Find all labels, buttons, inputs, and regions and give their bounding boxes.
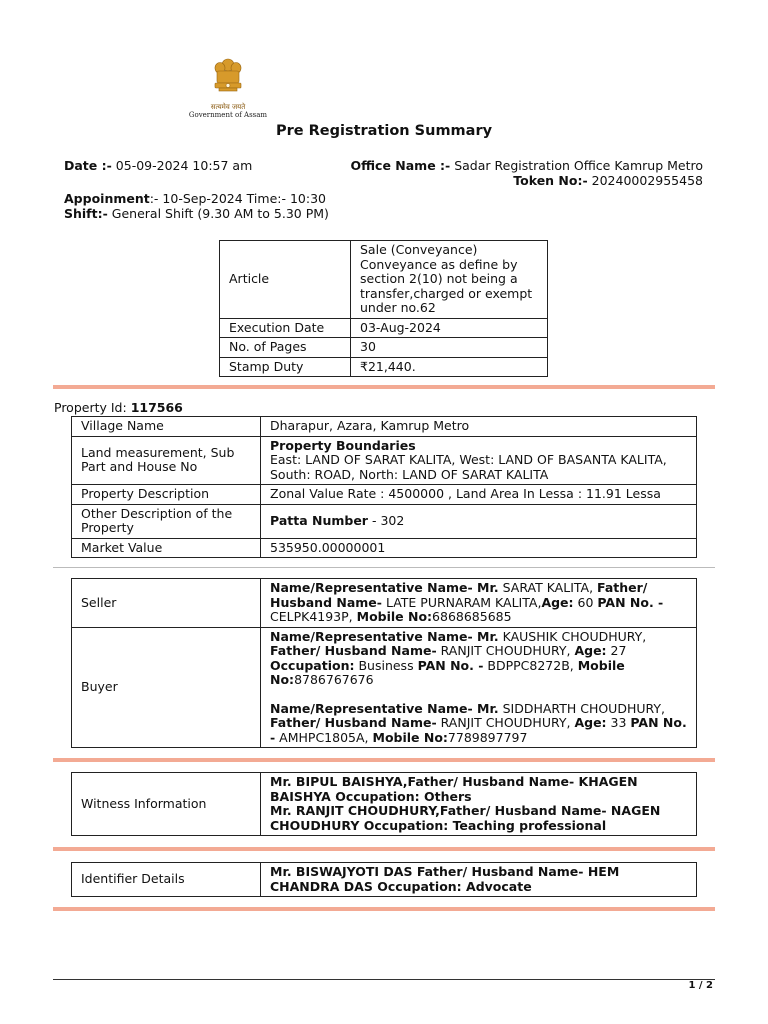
appointment-value: :- 10-Sep-2024 Time:- 10:30: [149, 191, 326, 206]
buyer-occupation-label: Occupation:: [270, 657, 355, 673]
table-row: [72, 538, 697, 558]
token-label: Token No:-: [513, 173, 588, 188]
buyer-details: [261, 627, 697, 748]
buyer-label: Buyer: [72, 627, 261, 748]
lion-capital-emblem-icon: [211, 56, 245, 100]
table-row: [220, 318, 548, 338]
appointment-label: Appoinment: [64, 191, 150, 206]
parties-table: [71, 578, 697, 748]
table-row: [72, 627, 697, 748]
pages-value: 30: [351, 338, 548, 358]
table-row: [220, 357, 548, 377]
village-value: Dharapur, Azara, Kamrup Metro: [261, 417, 697, 437]
seller-details: [261, 579, 697, 628]
witness-details: [261, 773, 697, 836]
page-number: 1 / 2: [688, 980, 713, 991]
patta-cell: [261, 504, 697, 538]
pages-label: No. of Pages: [220, 338, 351, 358]
buyer-father-label: Father/ Husband Name-: [270, 715, 437, 730]
buyer-father: RANJIT CHOUDHURY,: [436, 715, 575, 730]
witness-table: [71, 772, 697, 836]
state-emblem: [188, 56, 268, 124]
office-line: [350, 158, 703, 173]
buyer-mobile: 7789897797: [447, 729, 528, 745]
buyer-name-label: Name/Representative Name- Mr.: [270, 628, 499, 644]
article-label: Article: [220, 241, 351, 319]
seller-name-label: Name/Representative Name- Mr.: [270, 580, 499, 595]
identifier-table: [71, 862, 697, 897]
property-description-value: Zonal Value Rate : 4500000 , Land Area In Lessa : 11.91 Lessa: [261, 485, 697, 505]
token-line: [513, 173, 703, 188]
buyer-father-label: Father/ Husband Name-: [270, 643, 437, 658]
buyer-mobile-label: Mobile No:: [270, 657, 625, 687]
table-row: [220, 241, 548, 319]
section-divider: [53, 907, 715, 911]
section-divider: [53, 758, 715, 762]
date-line: [64, 158, 252, 173]
buyer-pan: AMHPC1805A,: [275, 729, 373, 745]
buyer-name: KAUSHIK CHOUDHURY,: [498, 628, 647, 644]
article-table: [219, 240, 548, 377]
seller-name: SARAT KALITA,: [498, 580, 598, 595]
seller-mobile-label: Mobile No:: [356, 609, 433, 624]
property-table: [71, 416, 697, 558]
buyer-age: 33: [606, 715, 631, 730]
patta-value: - 302: [371, 512, 405, 528]
seller-father-label: Father/ Husband Name-: [270, 580, 648, 610]
seller-age: 60: [573, 594, 598, 610]
seller-father: LATE PURNARAM KALITA,: [381, 594, 542, 610]
footer-rule: [53, 979, 715, 980]
date-label: Date :-: [64, 158, 112, 173]
buyer-pan-label: PAN No. -: [417, 657, 484, 673]
buyer-age: 27: [606, 643, 627, 658]
table-row: [72, 579, 697, 628]
thin-divider: [53, 567, 715, 568]
buyer-pan: BDPPC8272B,: [483, 657, 578, 673]
property-id-value: 117566: [130, 400, 183, 415]
other-description-label: Other Description of the Property: [72, 504, 261, 538]
shift-value: General Shift (9.30 AM to 5.30 PM): [111, 206, 329, 221]
buyer-mobile-label: Mobile No:: [372, 729, 448, 745]
buyer-pan-label: PAN No. -: [270, 715, 687, 745]
table-row: [72, 773, 697, 836]
section-divider: [53, 385, 715, 389]
witness-line: Mr. BIPUL BAISHYA,Father/ Husband Name- KHAGEN BAISHYA Occupation: Others: [270, 774, 638, 804]
seller-mobile: 6868685685: [432, 609, 512, 624]
property-id-label: Property Id:: [54, 400, 127, 415]
boundaries-value: East: LAND OF SARAT KALITA, West: LAND OF BASANTA KALITA, South: ROAD, North: LAND OF SARAT KALITA: [270, 452, 667, 482]
emblem-motto: सत्यमेव जयते: [210, 103, 246, 111]
execution-date-label: Execution Date: [220, 318, 351, 338]
table-row: [72, 504, 697, 538]
seller-label: Seller: [72, 579, 261, 628]
buyer-age-label: Age:: [574, 643, 607, 658]
witness-label: Witness Information: [72, 773, 261, 836]
execution-date-value: 03-Aug-2024: [351, 318, 548, 338]
page-title: Pre Registration Summary: [275, 123, 493, 139]
buyer-entry: [270, 702, 687, 746]
table-row: [72, 863, 697, 897]
office-label: Office Name :-: [350, 158, 451, 173]
buyer-entry: [270, 630, 687, 688]
market-value-label: Market Value: [72, 538, 261, 558]
buyer-father: RANJIT CHOUDHURY,: [436, 643, 575, 658]
property-description-label: Property Description: [72, 485, 261, 505]
boundaries-title: Property Boundaries: [270, 437, 416, 453]
stamp-duty-value: ₹21,440.: [351, 357, 548, 377]
article-value: Sale (Conveyance) Conveyance as define by section 2(10) not being a transfer,charged or exempt under no.62: [351, 241, 548, 319]
date-value: 05-09-2024 10:57 am: [115, 158, 253, 173]
government-label: Government of Assam: [188, 111, 268, 119]
seller-pan-label: PAN No. -: [597, 594, 664, 610]
section-divider: [53, 847, 715, 851]
table-row: [220, 338, 548, 358]
seller-pan: CELPK4193P,: [270, 609, 357, 624]
village-label: Village Name: [72, 417, 261, 437]
shift-label: Shift:-: [64, 206, 108, 221]
buyer-mobile: 8786767676: [294, 672, 374, 687]
property-boundaries-cell: [261, 436, 697, 485]
table-row: [72, 485, 697, 505]
buyer-occupation: Business: [354, 657, 418, 673]
seller-age-label: Age:: [541, 594, 574, 610]
land-measurement-label: Land measurement, Sub Part and House No: [72, 436, 261, 485]
identifier-value: Mr. BISWAJYOTI DAS Father/ Husband Name- HEM CHANDRA DAS Occupation: Advocate: [261, 863, 697, 897]
table-row: [72, 417, 697, 437]
stamp-duty-label: Stamp Duty: [220, 357, 351, 377]
patta-label: Patta Number: [270, 512, 368, 528]
office-value: Sadar Registration Office Kamrup Metro: [454, 158, 703, 173]
identifier-label: Identifier Details: [72, 863, 261, 897]
market-value: 535950.00000001: [261, 538, 697, 558]
appointment-line: [64, 191, 326, 206]
token-value: 20240002955458: [591, 173, 703, 188]
table-row: [72, 436, 697, 485]
buyer-name-label: Name/Representative Name- Mr.: [270, 700, 499, 716]
property-id-line: [54, 400, 183, 415]
buyer-name: SIDDHARTH CHOUDHURY,: [498, 700, 666, 716]
buyer-age-label: Age:: [574, 715, 607, 730]
shift-line: [64, 206, 329, 221]
witness-line: Mr. RANJIT CHOUDHURY,Father/ Husband Name- NAGEN CHOUDHURY Occupation: Teaching professional: [270, 803, 661, 833]
